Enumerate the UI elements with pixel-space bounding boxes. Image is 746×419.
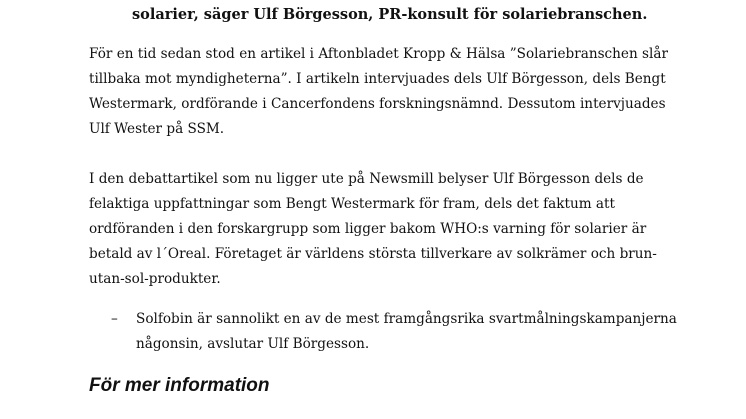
dash-bullet-icon: –	[111, 311, 118, 327]
quote-line: någonsin, avslutar Ulf Börgesson.	[136, 336, 370, 352]
quote-text	[136, 307, 677, 357]
paragraph-line: Ulf Wester på SSM.	[89, 121, 225, 137]
paragraph-line: betald av l´Oreal. Företaget är världens största tillverkare av solkrämer och brun-	[89, 246, 657, 262]
quote-line: Solfobin är sannolikt en av de mest framgångsrika svartmålningskampanjerna	[136, 311, 677, 327]
section-heading: För mer information	[89, 375, 270, 396]
paragraph-line: tillbaka mot myndigheterna”. I artikeln intervjuades dels Ulf Börgesson, dels Bengt	[89, 71, 666, 87]
paragraph-debate-article	[89, 167, 689, 292]
paragraph-line: Westermark, ordförande i Cancerfondens forskningsnämnd. Dessutom intervjuades	[89, 96, 666, 112]
paragraph-line: I den debattartikel som nu ligger ute på Newsmill belyser Ulf Börgesson dels de	[89, 171, 644, 187]
paragraph-line: felaktiga uppfattningar som Bengt Westermark för fram, dels det faktum att	[89, 196, 615, 212]
paragraph-article-intro	[89, 42, 689, 142]
paragraph-line: För en tid sedan stod en artikel i Aftonbladet Kropp & Hälsa ”Solariebranschen slår	[89, 46, 668, 62]
paragraph-line: utan-sol-produkter.	[89, 271, 221, 287]
paragraph-line: ordföranden i den forskargrupp som ligger bakom WHO:s varning för solarier är	[89, 221, 647, 237]
lead-line: solarier, säger Ulf Börgesson, PR-konsult för solariebranschen.	[132, 6, 648, 23]
